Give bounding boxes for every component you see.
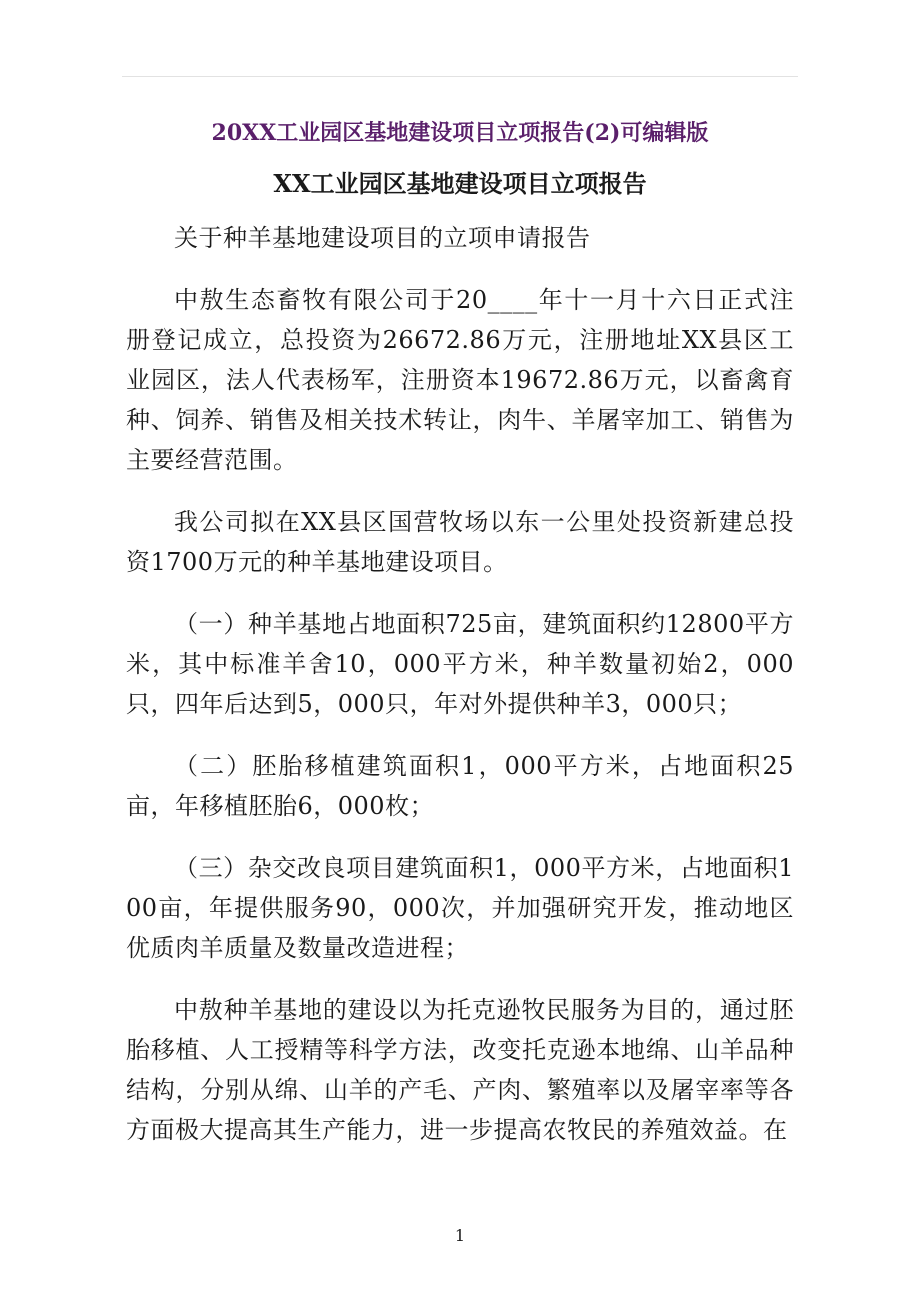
paragraph-item-2: （二）胚胎移植建筑面积1，000平方米，占地面积25亩，年移植胚胎6，000枚； xyxy=(126,752,794,820)
document-body xyxy=(126,218,794,1172)
document-title: 20XX工业园区基地建设项目立项报告(2)可编辑版 xyxy=(211,120,709,146)
paragraph-company-info: 中敖生态畜牧有限公司于20____年十一月十六日正式注册登记成立，总投资为26672.86万元，注册地址XX县区工业园区，法人代表杨军，注册资本19672.86万元，以畜禽育种、饲养、销售及相关技术转让，肉牛、羊屠宰加工、销售为主要经营范围。 xyxy=(126,286,794,474)
page-number: 1 xyxy=(454,1226,466,1245)
paragraph-item-1: （一）种羊基地占地面积725亩，建筑面积约12800平方米，其中标准羊舍10，000平方米，种羊数量初始2，000只，四年后达到5，000只，年对外提供种羊3，000只； xyxy=(126,610,794,718)
paragraph-heading: 关于种羊基地建设项目的立项申请报告 xyxy=(174,224,591,252)
paragraph-project-plan: 我公司拟在XX县区国营牧场以东一公里处投资新建总投资1700万元的种羊基地建设项目。 xyxy=(126,508,794,576)
paragraph-item-3: （三）杂交改良项目建筑面积1，000平方米，占地面积100亩，年提供服务90，000次，并加强研究开发，推动地区优质肉羊质量及数量改造进程； xyxy=(126,854,794,962)
paragraph-purpose: 中敖种羊基地的建设以为托克逊牧民服务为目的，通过胚胎移植、人工授精等科学方法，改变托克逊本地绵、山羊品种结构，分别从绵、山羊的产毛、产肉、繁殖率以及屠宰率等各方面极大提高其生产能力，进一步提高农牧民的养殖效益。在 xyxy=(126,996,794,1144)
header-divider xyxy=(122,76,798,77)
document-subtitle: XX工业园区基地建设项目立项报告 xyxy=(273,169,647,198)
